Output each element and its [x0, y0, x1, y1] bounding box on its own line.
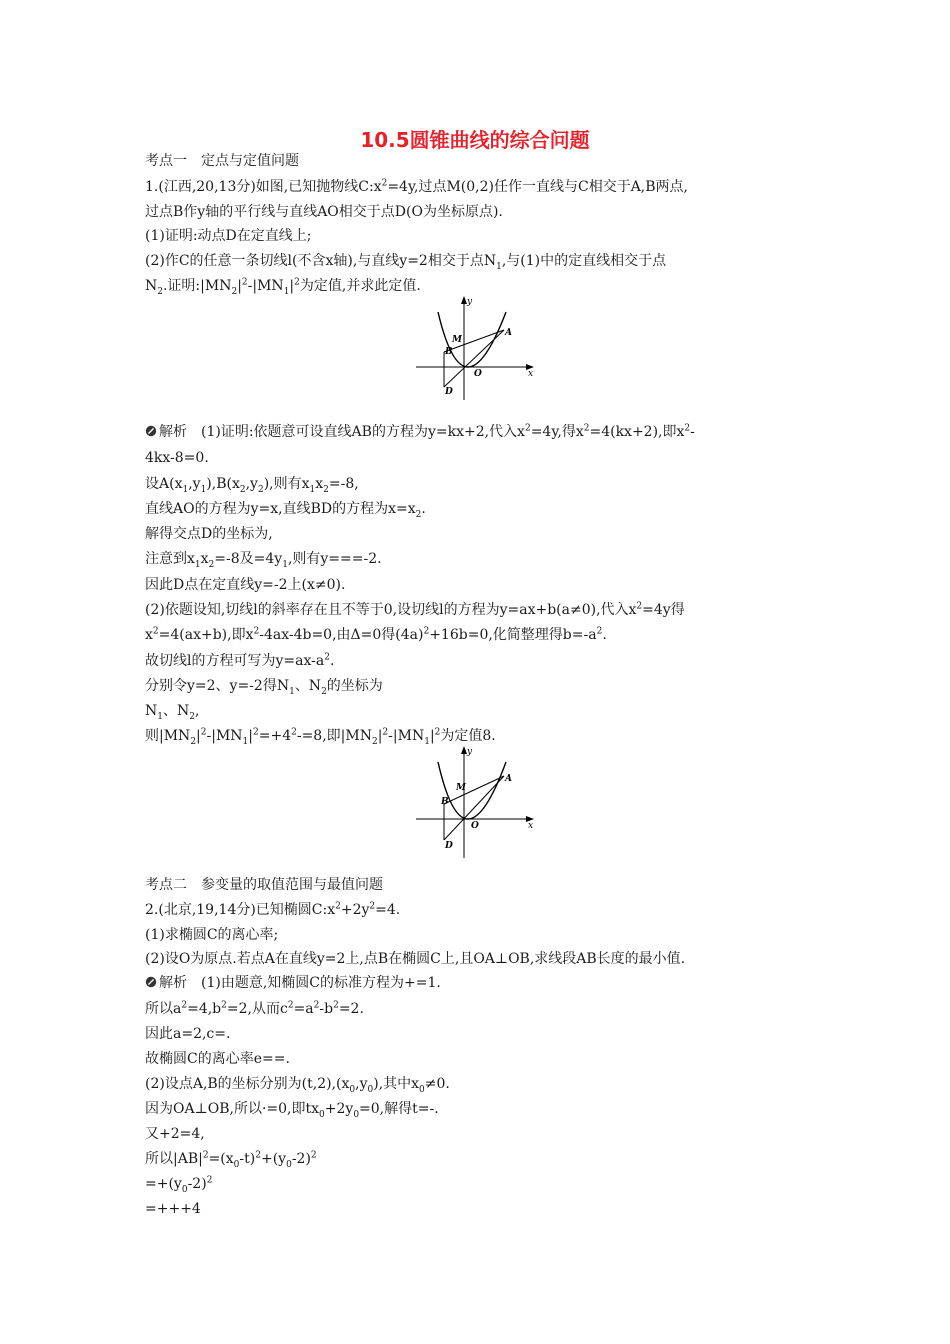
solution-1-line-2: 4kx-8=0. [145, 450, 209, 466]
solution-1-line-13: 则$|MN_2|^2-|MN_1|^2=+4^2-=8$,即$|MN_2|^2-|MN_1|^2$为定值8. [145, 727, 496, 747]
point-label-b: B [445, 347, 453, 357]
problem-1-line-5: $N_2$.证明$:|MN_2|^2-|MN_1|^2$为定值,并求此定值. [145, 277, 421, 297]
point-label-d-2: D [445, 841, 453, 851]
solution-2-line-3: 因此a=2,c=. [145, 1026, 231, 1042]
solution-2-line-1: 解析 (1)由题意,知椭圆C的标准方程为+=1. [145, 974, 441, 992]
solution-2-line-4: 故椭圆C的离心率e==. [145, 1051, 290, 1067]
axis-label-y: y [467, 297, 473, 307]
problem-1-line-4: (2)作C的任意一条切线l(不含x轴),与直线y=2相交于点$N_1$,与(1)中的定直线相交于点 [145, 253, 667, 272]
point-label-m-2: M [456, 783, 466, 793]
axis-label-x-2: x [528, 821, 534, 831]
point-label-b-2: B [441, 797, 449, 807]
section-heading-1: 考点一 定点与定值问题 [145, 153, 299, 169]
point-label-a-2: A [505, 774, 512, 784]
pen-icon-2 [145, 975, 157, 987]
point-label-d: D [445, 387, 453, 397]
problem-2-line-1: 2.(北京,19,14分)已知椭圆$C:x^2+2y^2=4$. [145, 901, 401, 918]
axis-label-y-2: y [467, 747, 473, 757]
problem-1-line-3: (1)证明:动点D在定直线上; [145, 228, 312, 244]
page-title: 10.5圆锥曲线的综合问题 [360, 128, 590, 152]
solution-1-line-9: $x^2=4(ax+b)$,即$x^2-4ax-4b=0$,由Δ=0得$(4a)^2+16b=0$,化简整理得$b=-a^2$. [145, 626, 607, 643]
solution-1-line-7: 因此D点在定直线y=-2上(x≠0). [145, 577, 346, 593]
pen-icon [145, 424, 157, 436]
problem-1-line-2: 过点B作y轴的平行线与直线AO相交于点D(O为坐标原点). [145, 204, 503, 220]
solution-1-line-4: 直线AO的方程为y=x,直线BD的方程为$x=x_2$. [145, 501, 426, 520]
solution-1-line-3: 设$A(x_1,y_1),B(x_2,y_2)$,则有$x_1x_2=-8$, [145, 476, 359, 495]
solution-2-line-9: $=+(y_0-2)^2$ [145, 1175, 213, 1195]
problem-2-line-3: (2)设O为原点.若点A在直线y=2上,点B在椭圆C上,且OA⊥OB,求线段AB长度的最小值. [145, 951, 686, 967]
solution-2-line-8: 所以$|AB|^2=(x_0-t)^2+(y_0-2)^2$ [145, 1150, 317, 1170]
parabola-figure-2 [408, 742, 538, 862]
solution-1-line-6: 注意到$x_1x_2=-8$及$=4y_1$,则有y===-2. [145, 551, 382, 570]
solution-1-line-1: 解析 (1)证明:依题意可设直线AB的方程为y=kx+2,代入$x^2=4y$,得$x^2=4(kx+2)$,即$x^2-$ [145, 423, 695, 441]
solution-2-line-6: 因为OA⊥OB,所以·=0,即$tx_0+2y_0=0$,解得t=-. [145, 1101, 439, 1120]
point-label-o-2: O [471, 821, 479, 831]
point-label-a: A [505, 328, 512, 338]
axis-label-x: x [528, 369, 534, 379]
problem-1-line-1: 1.(江西,20,13分)如图,已知抛物线$C:x^2=4y$,过点M(0,2)任作一直线与C相交于A,B两点, [145, 178, 688, 195]
solution-1-line-8: (2)依题设知,切线l的斜率存在且不等于0,设切线l的方程为y=ax+b(a≠0),代入$x^2=4y$得 [145, 601, 685, 618]
solution-1-line-12: $N_1$、$N_2$, [145, 703, 200, 722]
solution-2-line-5: (2)设点A,B的坐标分别为$(t,2),(x_0,y_0)$,其中$x_0\ne 0$. [145, 1076, 450, 1095]
solution-2-line-2: 所以$a^2=4,b^2=2$,从而$c^2=a^2-b^2=2$. [145, 1000, 364, 1017]
solution-2-line-7: 又+2=4, [145, 1126, 205, 1142]
parabola-figure-1 [408, 292, 538, 404]
section-heading-2: 考点二 参变量的取值范围与最值问题 [145, 877, 383, 893]
solution-1-line-5: 解得交点D的坐标为, [145, 526, 273, 542]
problem-2-line-2: (1)求椭圆C的离心率; [145, 927, 279, 943]
solution-1-line-11: 分别令y=2、y=-2得$N_1$、$N_2$的坐标为 [145, 678, 383, 697]
solution-2-line-10: =+++4 [145, 1201, 201, 1217]
point-label-o: O [474, 369, 482, 379]
point-label-m: M [452, 335, 462, 345]
solution-1-line-10: 故切线l的方程可写为$y=ax-a^2$. [145, 652, 335, 669]
